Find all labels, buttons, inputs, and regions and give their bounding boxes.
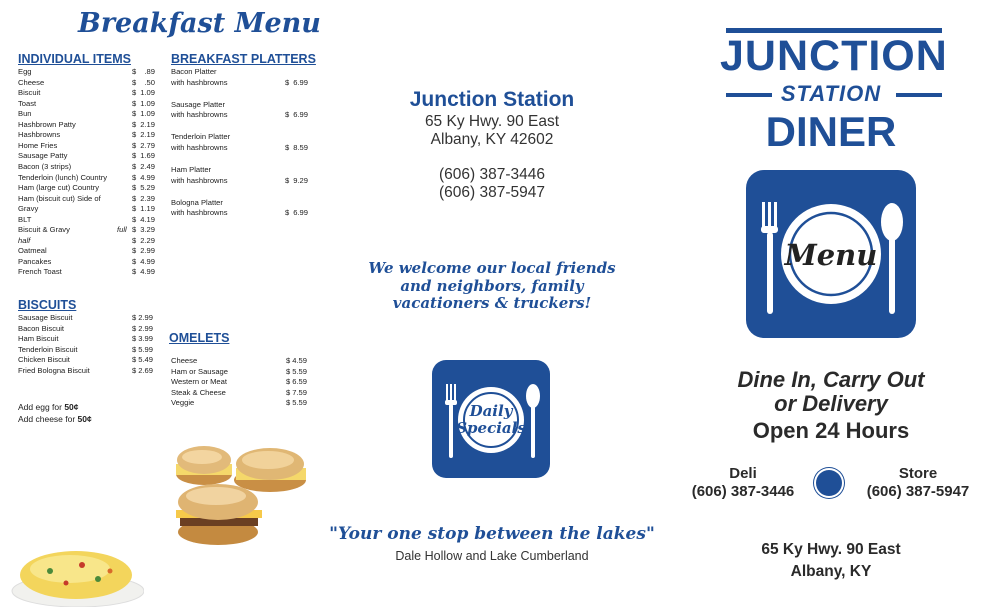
menu-item-name: Cheese (18, 77, 45, 87)
menu-item-row (18, 345, 153, 356)
currency-symbol: $ (132, 77, 137, 87)
platter-price: 6.99 (293, 208, 308, 218)
menu-item-price: 4.99 (140, 256, 155, 266)
middle-phone-2: (606) 387-5947 (439, 184, 545, 201)
menu-item-row (18, 130, 155, 141)
currency-symbol: $ (132, 313, 137, 322)
platter-price: 8.59 (293, 142, 308, 152)
menu-item-name: Fried Bologna Biscuit (18, 365, 90, 375)
menu-item-price: 2.69 (138, 365, 153, 375)
middle-address-line2: Albany, KY 42602 (430, 131, 554, 148)
menu-item-price: 2.99 (138, 323, 153, 333)
menu-item-row (171, 398, 307, 409)
currency-symbol: $ (132, 334, 137, 344)
menu-item-row (18, 236, 155, 247)
hours: Open 24 Hours (752, 418, 910, 443)
menu-item-row (18, 162, 155, 173)
currency-symbol: $ (132, 130, 137, 140)
menu-item-row (18, 151, 155, 162)
addon-egg: Add egg for 50¢ (18, 402, 79, 412)
dine-in-line1: Dine In, Carry Out (737, 367, 925, 392)
daily-specials-label: Daily Specials (456, 402, 526, 437)
menu-item-name: Pancakes (18, 256, 52, 266)
menu-item-row (18, 194, 155, 205)
menu-item-name: Chicken Biscuit (18, 355, 70, 365)
platter-name: Sausage Platter (171, 99, 226, 109)
menu-item-name: half (18, 235, 31, 245)
menu-item-name: Hashbrown Patty (18, 119, 76, 129)
menu-item-price: 2.19 (140, 130, 155, 140)
menu-item-row (18, 355, 153, 366)
currency-symbol: $ (132, 365, 137, 375)
menu-item-name: Western or Meat (171, 377, 227, 387)
daily-specials-badge (432, 360, 550, 478)
menu-item-name: Steak & Cheese (171, 387, 226, 397)
menu-item-row (18, 246, 155, 257)
platter-subtitle: with hashbrowns (171, 208, 228, 218)
menu-item-name: BLT (18, 214, 32, 224)
menu-item-name: Tenderloin (lunch) Country (18, 172, 108, 182)
currency-symbol: $ (132, 88, 137, 98)
currency-symbol: $ (132, 193, 137, 203)
separator-dot-icon (816, 470, 842, 496)
deli-phone: (606) 387-3446 (691, 483, 795, 500)
omelets-heading: OMELETS (169, 331, 230, 345)
logo-right-rule (896, 93, 942, 97)
menu-item-row (18, 120, 155, 131)
menu-item-row (18, 313, 153, 324)
menu-item-name: Sausage Patty (18, 151, 68, 161)
menu-item-price: 4.59 (292, 356, 307, 365)
addon-cheese: Add cheese for 50¢ (18, 414, 92, 424)
right-address-line2: Albany, KY (790, 563, 872, 580)
currency-symbol: $ (132, 344, 137, 354)
middle-phone-1: (606) 387-3446 (439, 166, 545, 183)
menu-item-name: Oatmeal (18, 246, 47, 256)
menu-item-name: Ham (biscuit cut) Side of (18, 193, 101, 203)
menu-item-name: Veggie (171, 398, 195, 408)
menu-title: Breakfast Menu (78, 8, 321, 39)
biscuit-sandwich-image (168, 440, 310, 552)
platter-name: Bacon Platter (171, 67, 217, 76)
menu-item-price: .50 (144, 77, 155, 87)
menu-item-price: 2.79 (140, 140, 155, 150)
store-phone: (606) 387-5947 (866, 483, 970, 500)
menu-item-row (18, 183, 155, 194)
currency-symbol: $ (286, 366, 291, 376)
lakes-caption: Dale Hollow and Lake Cumberland (395, 549, 589, 563)
menu-item-name: Gravy (18, 204, 39, 214)
menu-item-name: Ham (large cut) Country (18, 183, 100, 193)
menu-item-price: 5.59 (292, 366, 307, 376)
platter-name: Tenderloin Platter (171, 132, 231, 142)
currency-symbol: $ (132, 355, 137, 365)
menu-item-name: Tenderloin Biscuit (18, 344, 78, 354)
currency-symbol: $ (285, 77, 290, 87)
menu-item-price: 6.59 (292, 377, 307, 387)
menu-item-price: 1.09 (140, 109, 155, 119)
currency-symbol: $ (132, 151, 137, 161)
menu-item-row (171, 367, 307, 378)
menu-item-price: 4.19 (140, 214, 155, 224)
menu-item-row (18, 204, 155, 215)
currency-symbol: $ (285, 175, 290, 185)
deli-label: Deli (729, 465, 757, 482)
currency-symbol: $ (285, 208, 290, 218)
right-address-line1: 65 Ky Hwy. 90 East (761, 541, 901, 558)
menu-item-row (18, 109, 155, 120)
welcome-message: We welcome our local friends and neighbors, family vacationers & truckers! (368, 259, 616, 312)
currency-symbol: $ (286, 387, 291, 397)
menu-item-name: Biscuit & Gravy (18, 225, 70, 235)
menu-item-row (18, 78, 155, 89)
menu-item-price: .89 (144, 67, 155, 76)
menu-item-row (18, 99, 155, 110)
currency-symbol: $ (286, 398, 291, 408)
menu-item-name: Egg (18, 67, 32, 76)
menu-item-price: 2.39 (140, 193, 155, 203)
menu-item-price: 5.49 (138, 355, 153, 365)
menu-item-price: 5.59 (292, 398, 307, 408)
menu-item-price: 5.29 (140, 183, 155, 193)
store-label: Store (898, 465, 938, 482)
currency-symbol: $ (132, 267, 137, 277)
menu-item-row (18, 88, 155, 99)
biscuits-heading: BISCUITS (18, 298, 77, 312)
menu-item-size: full (117, 225, 127, 235)
menu-item-row (18, 225, 155, 236)
menu-item-name: Bacon (3 strips) (18, 161, 72, 171)
platter-subtitle: with hashbrowns (171, 175, 228, 185)
menu-item-name: Bun (18, 109, 32, 119)
menu-item-name: Cheese (171, 356, 198, 365)
menu-item-row (171, 388, 307, 399)
currency-symbol: $ (286, 356, 291, 365)
menu-item-name: Ham or Sausage (171, 366, 228, 376)
menu-item-price: 2.19 (140, 119, 155, 129)
currency-symbol: $ (132, 214, 137, 224)
menu-item-price: 2.49 (140, 161, 155, 171)
menu-item-price: 1.69 (140, 151, 155, 161)
menu-item-price: 1.09 (140, 98, 155, 108)
dine-in-line2: or Delivery (774, 391, 888, 416)
restaurant-name: Junction Station (409, 88, 575, 111)
menu-item-row (18, 257, 155, 268)
menu-item-name: Toast (18, 98, 37, 108)
currency-symbol: $ (132, 204, 137, 214)
menu-item-row (18, 366, 153, 377)
currency-symbol: $ (132, 246, 137, 256)
menu-item-name: Biscuit (18, 88, 41, 98)
menu-badge-label: Menu (784, 238, 878, 272)
platter-name: Bologna Platter (171, 197, 223, 207)
currency-symbol: $ (286, 377, 291, 387)
platter-subtitle: with hashbrowns (171, 77, 228, 87)
menu-item-price: 3.29 (140, 225, 155, 235)
currency-symbol: $ (132, 67, 137, 76)
currency-symbol: $ (132, 225, 137, 235)
menu-item-row (18, 67, 155, 78)
menu-item-price: 2.99 (138, 313, 153, 322)
currency-symbol: $ (132, 140, 137, 150)
menu-item-price: 2.99 (140, 246, 155, 256)
menu-item-price: 3.99 (138, 334, 153, 344)
breakfast-platters-heading: BREAKFAST PLATTERS (171, 52, 316, 66)
middle-address-line1: 65 Ky Hwy. 90 East (424, 113, 560, 130)
currency-symbol: $ (132, 256, 137, 266)
menu-item-row (18, 173, 155, 184)
menu-item-row (18, 334, 153, 345)
menu-item-row (171, 377, 307, 388)
currency-symbol: $ (285, 110, 290, 120)
logo-station: STATION (780, 81, 882, 106)
menu-item-name: Home Fries (18, 140, 58, 150)
currency-symbol: $ (132, 109, 137, 119)
currency-symbol: $ (285, 142, 290, 152)
menu-item-price: 4.99 (140, 267, 155, 277)
platter-price: 6.99 (293, 110, 308, 120)
currency-symbol: $ (132, 323, 137, 333)
menu-item-row (18, 324, 153, 335)
currency-symbol: $ (132, 235, 137, 245)
logo-diner: DINER (765, 108, 897, 155)
currency-symbol: $ (132, 98, 137, 108)
platter-name: Ham Platter (171, 165, 212, 175)
currency-symbol: $ (132, 161, 137, 171)
logo-junction: JUNCTION (720, 32, 948, 80)
menu-item-name: Bacon Biscuit (18, 323, 65, 333)
menu-item-price: 5.99 (138, 344, 153, 354)
menu-item-price: 7.59 (292, 387, 307, 397)
menu-item-name: Hashbrowns (18, 130, 61, 140)
menu-item-price: 2.29 (140, 235, 155, 245)
menu-item-name: Sausage Biscuit (18, 313, 73, 322)
tagline: "Your one stop between the lakes" (329, 524, 655, 544)
platter-price: 6.99 (293, 77, 308, 87)
menu-item-row (171, 356, 307, 367)
menu-item-name: French Toast (18, 267, 62, 277)
menu-item-row (18, 141, 155, 152)
currency-symbol: $ (132, 172, 137, 182)
menu-item-price: 1.19 (140, 204, 155, 214)
currency-symbol: $ (132, 183, 137, 193)
platter-price: 9.29 (293, 175, 308, 185)
menu-item-row (18, 215, 155, 226)
menu-badge (746, 170, 916, 338)
individual-items-heading: INDIVIDUAL ITEMS (18, 52, 131, 66)
platter-subtitle: with hashbrowns (171, 110, 228, 120)
platter-subtitle: with hashbrowns (171, 142, 228, 152)
currency-symbol: $ (132, 119, 137, 129)
menu-item-price: 4.99 (140, 172, 155, 182)
omelet-image (10, 535, 144, 607)
menu-item-row (18, 267, 155, 278)
menu-item-price: 1.09 (140, 88, 155, 98)
menu-item-name: Ham Biscuit (18, 334, 59, 344)
